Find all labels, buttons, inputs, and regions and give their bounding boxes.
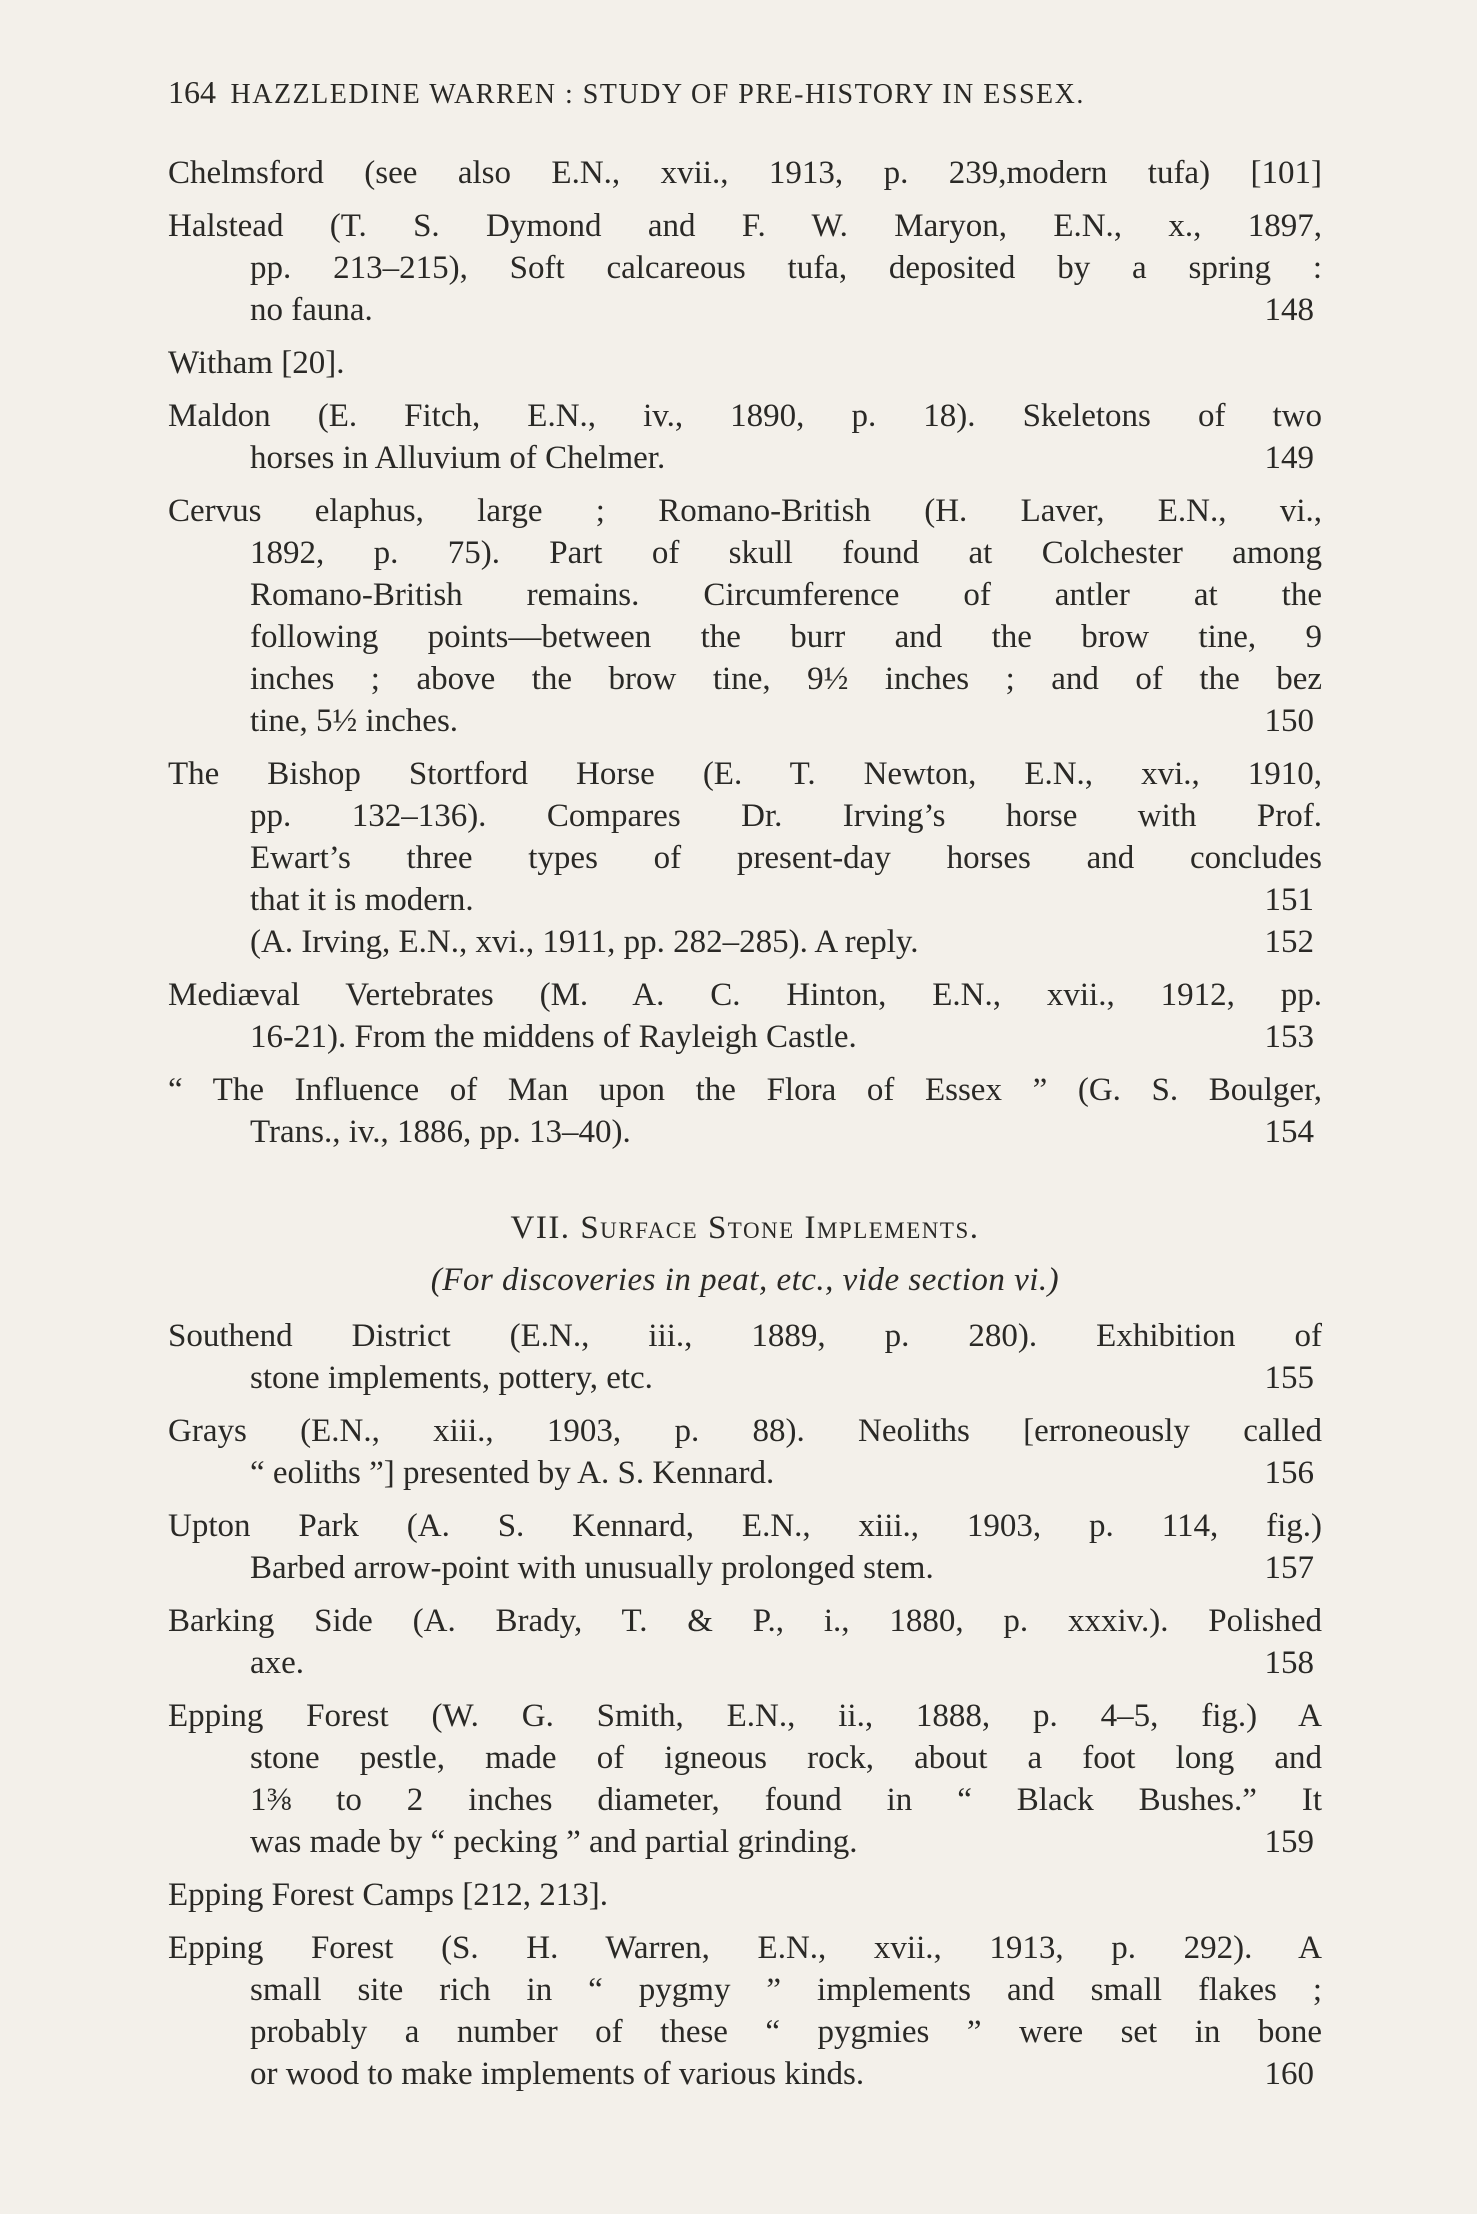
entry-last-line	[168, 1016, 1322, 1058]
entry-last-line	[168, 289, 1322, 331]
page-number: 164	[168, 74, 216, 110]
bibliography-entry	[168, 974, 1322, 1058]
entry-last-line	[168, 437, 1322, 479]
entry-line: Ewart’s three types of present-day horses and concludes	[250, 840, 1322, 876]
entry-line: stone implements, pottery, etc.	[250, 1360, 653, 1396]
entry-line: was made by “ pecking ” and partial grinding.	[250, 1824, 858, 1860]
entry-line: following points—between the burr and the brow tine, 9	[250, 619, 1322, 655]
entry-line: that it is modern.	[250, 882, 474, 918]
entry-line: 16-21). From the middens of Rayleigh Castle.	[250, 1019, 857, 1055]
running-title: HAZZLEDINE WARREN : STUDY OF PRE-HISTORY IN ESSEX.	[230, 79, 1085, 110]
entry-line: pp. 132–136). Compares Dr. Irving’s horse with Prof.	[250, 798, 1322, 834]
entry-line: stone pestle, made of igneous rock, about a foot long and	[250, 1740, 1322, 1776]
bibliography-entry	[168, 1315, 1322, 1399]
entry-line: Epping Forest (W. G. Smith, E.N., ii., 1888, p. 4–5, fig.) A	[168, 1698, 1322, 1734]
section-heading	[168, 1207, 1322, 1249]
entry-line: no fauna.	[250, 292, 373, 328]
bibliography-entry	[168, 152, 1322, 194]
section-number: VII.	[510, 1210, 571, 1246]
entry-last-line	[168, 2053, 1322, 2095]
entry-ref-number: 150	[1264, 703, 1314, 739]
entry-last-line	[168, 1357, 1322, 1399]
entry-line: tine, 5½ inches.	[250, 703, 459, 739]
entry-line: Chelmsford (see also E.N., xvii., 1913, p. 239,modern tufa) [101]	[168, 155, 1322, 191]
entry-ref-number: 158	[1264, 1645, 1314, 1681]
entry-line: “ The Influence of Man upon the Flora of Essex ” (G. S. Boulger,	[168, 1072, 1322, 1108]
bibliography-entry	[168, 1600, 1322, 1684]
bibliography-entry	[168, 1410, 1322, 1494]
bibliography-entry	[168, 395, 1322, 479]
entry-last-line	[168, 1642, 1322, 1684]
entry-line: Southend District (E.N., iii., 1889, p. 280). Exhibition of	[168, 1318, 1322, 1354]
bibliography-entry	[168, 1505, 1322, 1589]
bibliography-entry	[168, 1874, 1322, 1916]
entry-line: Cervus elaphus, large ; Romano-British (H. Laver, E.N., vi.,	[168, 493, 1322, 529]
entry-line: Romano-British remains. Circumference of antler at the	[250, 577, 1322, 613]
entry-line: Barking Side (A. Brady, T. & P., i., 1880, p. xxxiv.). Polished	[168, 1603, 1322, 1639]
entry-ref-number: 153	[1264, 1019, 1314, 1055]
entry-last-line	[168, 1821, 1322, 1863]
entry-ref-number: 149	[1264, 440, 1314, 476]
entry-line: “ eoliths ”] presented by A. S. Kennard.	[250, 1455, 775, 1491]
entry-line: axe.	[250, 1645, 305, 1681]
entry-last-line	[168, 1111, 1322, 1153]
entry-ref-number: 156	[1264, 1455, 1314, 1491]
entry-line: 1⅜ to 2 inches diameter, found in “ Black Bushes.” It	[250, 1782, 1322, 1818]
entry-ref-number: 148	[1264, 292, 1314, 328]
bibliography-entry	[168, 753, 1322, 963]
bibliography-entry	[168, 1927, 1322, 2095]
entry-ref-number: 159	[1264, 1824, 1314, 1860]
page-body	[168, 152, 1322, 2106]
entry-line: small site rich in “ pygmy ” implements and small flakes ;	[250, 1972, 1322, 2008]
entry-line: horses in Alluvium of Chelmer.	[250, 440, 666, 476]
entry-last-line	[168, 1547, 1322, 1589]
entry-line: pp. 213–215), Soft calcareous tufa, deposited by a spring :	[250, 250, 1322, 286]
bibliography-entry	[168, 490, 1322, 742]
entry-line: 1892, p. 75). Part of skull found at Colchester among	[250, 535, 1322, 571]
entry-line: Upton Park (A. S. Kennard, E.N., xiii., 1903, p. 114, fig.)	[168, 1508, 1322, 1544]
entry-line: Halstead (T. S. Dymond and F. W. Maryon, E.N., x., 1897,	[168, 208, 1322, 244]
bibliography-entry	[168, 205, 1322, 331]
entry-line: Epping Forest Camps [212, 213].	[168, 1877, 608, 1913]
entry-last-line	[168, 1452, 1322, 1494]
entry-ref-number: 154	[1264, 1114, 1314, 1150]
entry-ref-number: 155	[1264, 1360, 1314, 1396]
entry-last-line	[168, 879, 1322, 921]
entry-line: Mediæval Vertebrates (M. A. C. Hinton, E.N., xvii., 1912, pp.	[168, 977, 1322, 1013]
entry-ref-number: 160	[1264, 2056, 1314, 2092]
entry-ref-number: 151	[1264, 882, 1314, 918]
entry-line: The Bishop Stortford Horse (E. T. Newton, E.N., xvi., 1910,	[168, 756, 1322, 792]
entry-line: Maldon (E. Fitch, E.N., iv., 1890, p. 18). Skeletons of two	[168, 398, 1322, 434]
running-header	[168, 74, 1328, 111]
entry-line: Barbed arrow-point with unusually prolonged stem.	[250, 1550, 934, 1586]
entry-line: or wood to make implements of various kinds.	[250, 2056, 865, 2092]
entry-last-line	[168, 921, 1322, 963]
entry-line: Trans., iv., 1886, pp. 13–40).	[250, 1114, 631, 1150]
entry-last-line	[168, 700, 1322, 742]
bibliography-entry	[168, 1069, 1322, 1153]
bibliography-entry	[168, 342, 1322, 384]
entry-line: Epping Forest (S. H. Warren, E.N., xvii., 1913, p. 292). A	[168, 1930, 1322, 1966]
entry-ref-number: 152	[1264, 924, 1314, 960]
entry-line: Grays (E.N., xiii., 1903, p. 88). Neoliths [erroneously called	[168, 1413, 1322, 1449]
bibliography-entry	[168, 1695, 1322, 1863]
entry-ref-number: 157	[1264, 1550, 1314, 1586]
entry-line: Witham [20].	[168, 345, 345, 381]
entry-line: probably a number of these “ pygmies ” were set in bone	[250, 2014, 1322, 2050]
section-subheading: (For discoveries in peat, etc., vide section vi.)	[430, 1262, 1060, 1298]
section-title: Surface Stone Implements.	[580, 1210, 980, 1246]
entry-line: inches ; above the brow tine, 9½ inches ; and of the bez	[250, 661, 1322, 697]
entry-line: (A. Irving, E.N., xvi., 1911, pp. 282–285). A reply.	[250, 924, 919, 960]
